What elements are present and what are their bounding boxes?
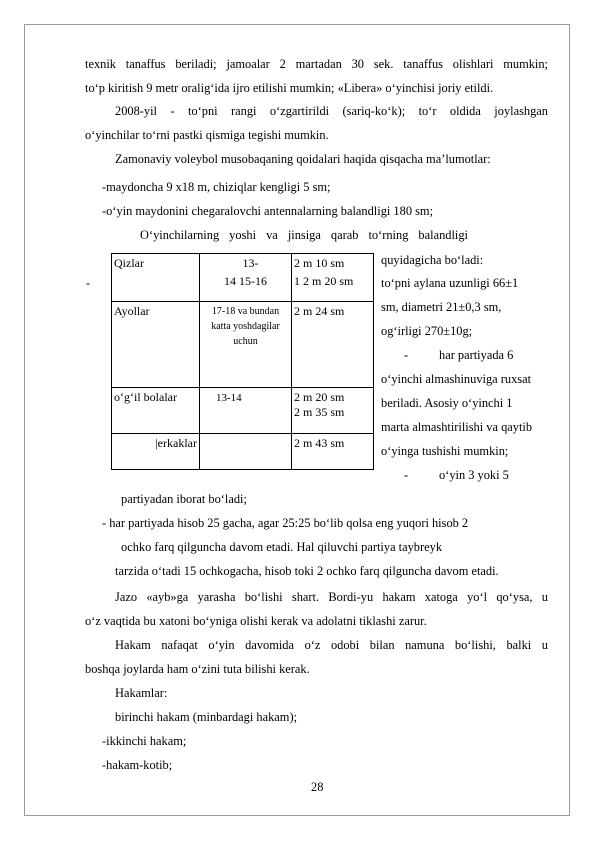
table-row	[112, 388, 374, 434]
net-height-table	[111, 253, 374, 470]
table-cell: 2 m 20 sm 2 m 35 sm	[292, 388, 374, 434]
side-text-1: quyidagicha bo‘ladi:	[381, 253, 484, 267]
para1-line1: texnik tanaffus beriladi; jamoalar 2 martadan 30 sek. tanaffus olishlari mumkin;	[85, 57, 548, 71]
side-dash-2: -	[404, 468, 409, 482]
para-hakam-line1: Hakam nafaqat o‘yin davomida o‘z odobi bilan namuna bo‘lishi, balki u	[115, 638, 548, 652]
after-table-2: - har partiyada hisob 25 gacha, agar 25:25 bo‘lib qolsa eng yuqori hisob 2	[102, 516, 469, 530]
side-text-8: marta almashtirilishi va qaytib	[381, 420, 533, 434]
after-table-1: partiyadan iborat bo‘ladi;	[121, 492, 247, 506]
table-row	[112, 254, 374, 302]
table-cell: o‘g‘il bolalar	[112, 388, 200, 434]
table-cell: Qizlar	[112, 254, 200, 302]
para2-line2: o‘yinchilar to‘rni pastki qismiga tegishi mumkin.	[85, 128, 329, 142]
net-height-heading: O‘yinchilarning yoshi va jinsiga qarab to‘rning balandligi	[140, 228, 468, 242]
list-item-court: -maydoncha 9 x18 m, chiziqlar kengligi 5 sm;	[102, 180, 331, 194]
referee-item-3: -hakam-kotib;	[102, 758, 173, 772]
table-cell: 13- 14 15-16	[200, 254, 292, 302]
side-text-10: o‘yin 3 yoki 5	[439, 468, 509, 482]
table-cell: |erkaklar	[112, 434, 200, 470]
side-text-6: o‘yinchi almashinuviga ruxsat	[381, 372, 532, 386]
side-text-4: og‘irligi 270±10g;	[381, 324, 473, 338]
para-jazo-line2: o‘z vaqtida bu xatoni bo‘yniga olishi kerak va adolatni tiklashi zarur.	[85, 614, 427, 628]
side-text-7: beriladi. Asosiy o‘yinchi 1	[381, 396, 513, 410]
para3: Zamonaviy voleybol musobaqaning qoidalari haqida qisqacha ma’lumotlar:	[115, 152, 491, 166]
dash-marker: -	[86, 276, 91, 290]
hakamlar-heading: Hakamlar:	[115, 686, 168, 700]
side-text-9: o‘yinga tushishi mumkin;	[381, 444, 509, 458]
page-number: 28	[311, 780, 324, 794]
para1-line2: to‘p kiritish 9 metr oralig‘ida ijro etilishi mumkin; «Libera» o‘yinchisi joriy etildi.	[85, 81, 494, 95]
table-cell: 17-18 va bundan katta yoshdagilar uchun	[200, 302, 292, 388]
side-text-2: to‘pni aylana uzunligi 66±1	[381, 276, 519, 290]
table-row	[112, 434, 374, 470]
table-cell	[200, 434, 292, 470]
table-cell: 2 m 24 sm	[292, 302, 374, 388]
para-jazo-line1: Jazo «ayb»ga yarasha bo‘lishi shart. Bordi-yu hakam xatoga yo‘l qo‘ysa, u	[115, 590, 548, 604]
referee-item-2: -ikkinchi hakam;	[102, 734, 187, 748]
side-text-5: har partiyada 6	[439, 348, 514, 362]
after-table-3: ochko farq qilguncha davom etadi. Hal qiluvchi partiya taybreyk	[121, 540, 443, 554]
para2-line1: 2008-yil - to‘pni rangi o‘zgartirildi (sariq-ko‘k); to‘r oldida joylashgan	[115, 104, 548, 118]
table-cell: Ayollar	[112, 302, 200, 388]
list-item-antenna: -o‘yin maydonini chegaralovchi antennalarning balandligi 180 sm;	[102, 204, 434, 218]
table-cell: 13-14	[200, 388, 292, 434]
table-cell: 2 m 10 sm 1 2 m 20 sm	[292, 254, 374, 302]
after-table-4: tarzida o‘tadi 15 ochkogacha, hisob toki 2 ochko farq qilguncha davom etadi.	[115, 564, 499, 578]
side-text-3: sm, diametri 21±0,3 sm,	[381, 300, 502, 314]
table-row	[112, 302, 374, 388]
side-dash-1: -	[404, 348, 409, 362]
referee-item-1: birinchi hakam (minbardagi hakam);	[115, 710, 298, 724]
para-hakam-line2: boshqa joylarda ham o‘zini tuta bilishi kerak.	[85, 662, 310, 676]
table-cell: 2 m 43 sm	[292, 434, 374, 470]
